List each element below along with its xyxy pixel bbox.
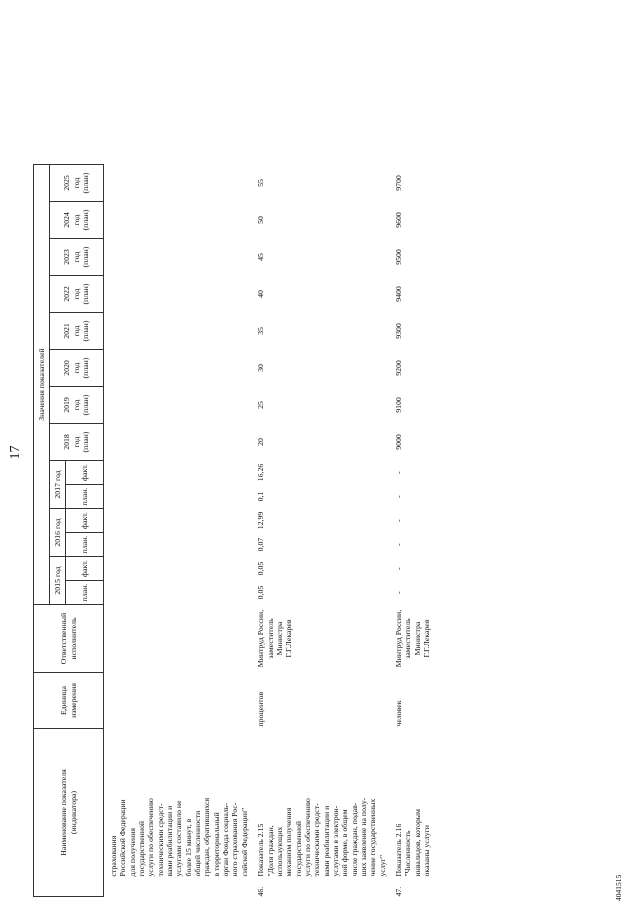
header-year-2015: 2015 год xyxy=(50,557,66,605)
header-year-2024: 2024 год (план) xyxy=(50,202,104,239)
value-cell: 12,99 xyxy=(256,511,266,530)
value-cell: 9300 xyxy=(393,323,403,339)
value-cell xyxy=(104,557,252,581)
header-year-2021: 2021 год (план) xyxy=(50,313,104,350)
value-cell: 55 xyxy=(256,179,266,187)
value-cell xyxy=(104,533,252,557)
header-fact-2015: факт. xyxy=(66,557,104,581)
header-year-2022: 2022 год (план) xyxy=(50,276,104,313)
value-cell: - xyxy=(393,495,403,498)
page-number: 17 xyxy=(8,445,23,460)
footer-code: 4041515 xyxy=(614,874,623,901)
value-cell: 50 xyxy=(256,216,266,224)
value-cell: 9700 xyxy=(393,175,403,191)
value-cell: - xyxy=(393,519,403,522)
value-cell: 16,26 xyxy=(256,463,266,482)
table-row xyxy=(389,165,433,897)
value-cell: 9500 xyxy=(393,249,403,265)
value-cell: 35 xyxy=(256,327,266,335)
header-plan-2015: план. xyxy=(66,581,104,605)
header-year-2020: 2020 год (план) xyxy=(50,350,104,387)
value-cell: 9600 xyxy=(393,212,403,228)
value-cell: 25 xyxy=(256,401,266,409)
executor-cell: Минтруд России, заместитель Министра Г.Г.Лекарев xyxy=(393,609,431,668)
header-executor: Ответственный исполнитель xyxy=(34,605,104,673)
value-cell: 9000 xyxy=(393,434,403,450)
unit-cell: человек xyxy=(393,700,403,727)
header-fact-2016: факт. xyxy=(66,509,104,533)
value-cell xyxy=(104,424,252,461)
value-cell xyxy=(104,276,252,313)
value-cell xyxy=(104,202,252,239)
value-cell: 9100 xyxy=(393,397,403,413)
value-cell xyxy=(104,350,252,387)
value-cell: - xyxy=(393,543,403,546)
value-cell xyxy=(104,485,252,509)
value-cell xyxy=(104,165,252,202)
header-year-2019: 2019 год (план) xyxy=(50,387,104,424)
value-cell: 20 xyxy=(256,438,266,446)
unit-cell: процентов xyxy=(256,691,266,727)
executor-cell: Минтруд России, заместитель Министра Г.Г.Лекарев xyxy=(256,609,294,668)
value-cell: 40 xyxy=(256,290,266,298)
header-year-2016: 2016 год xyxy=(50,509,66,557)
table-row xyxy=(104,165,252,897)
table-row xyxy=(251,165,389,897)
row-number xyxy=(104,879,252,897)
value-cell: 9200 xyxy=(393,360,403,376)
value-cell: 0,05 xyxy=(256,561,266,576)
value-cell: - xyxy=(393,591,403,594)
value-cell: - xyxy=(393,567,403,570)
indicator-name: Показатель 2.16 "Численность инвалидов, которым оказаны услуги xyxy=(393,809,431,877)
row-number: 47. xyxy=(393,886,403,897)
header-fact-2017: факт. xyxy=(66,461,104,485)
indicator-name: Показатель 2.15 "Доля граждан, использующих механизм получения государственной услуги по обеспечению техническими средст- вами реабилитации и услугами в электрон- ной форме, в общем числе граждан, подав- ших заявление на полу- чение государственных услуг" xyxy=(256,797,387,877)
value-cell xyxy=(104,387,252,424)
value-cell xyxy=(104,509,252,533)
header-year-2018: 2018 год (план) xyxy=(50,424,104,461)
value-cell: 45 xyxy=(256,253,266,261)
executor-cell xyxy=(104,605,252,673)
header-year-2017: 2017 год xyxy=(50,461,66,509)
row-number: 46. xyxy=(256,886,266,897)
value-cell: 9400 xyxy=(393,286,403,302)
header-values-group: Значения показателей xyxy=(34,165,50,605)
header-year-2025: 2025 год (план) xyxy=(50,165,104,202)
table-header xyxy=(34,165,104,897)
unit-cell xyxy=(104,673,252,729)
value-cell: 0,05 xyxy=(256,585,266,600)
header-unit: Единица измерения xyxy=(34,673,104,729)
header-year-2023: 2023 год (план) xyxy=(50,239,104,276)
value-cell xyxy=(104,581,252,605)
header-plan-2016: план. xyxy=(66,533,104,557)
header-plan-2017: план. xyxy=(66,485,104,509)
value-cell: 0,1 xyxy=(256,491,266,502)
value-cell: 30 xyxy=(256,364,266,372)
value-cell: - xyxy=(393,471,403,474)
value-cell xyxy=(104,313,252,350)
indicator-name: страхования Российской Федерации для получения государственной услуги по обеспечению техническими средст- вами реабилитации и услугами составило не более 15 минут, в общей численности граждан, обратившихся в территориальный орган Фонда социаль- ного страхования Рос- сийской Федерации" xyxy=(109,797,249,877)
value-cell: 0,07 xyxy=(256,537,266,552)
value-cell xyxy=(104,239,252,276)
value-cell xyxy=(104,461,252,485)
indicator-table xyxy=(33,164,433,897)
header-indicator: Наименование показателя (индикатора) xyxy=(34,729,104,897)
